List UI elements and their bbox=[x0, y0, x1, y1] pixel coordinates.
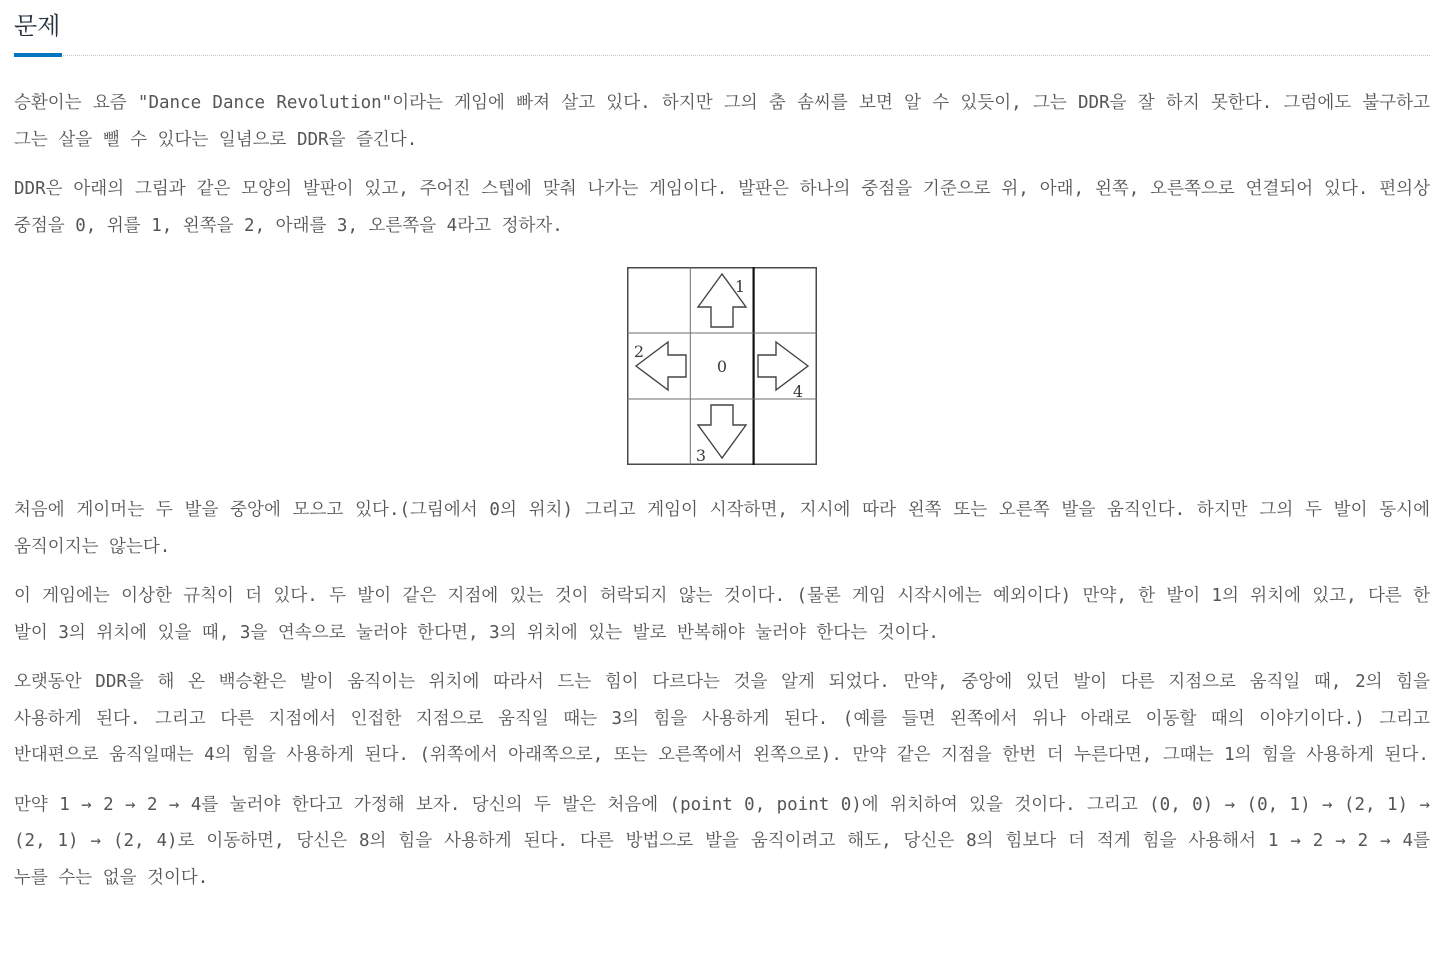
problem-paragraph-4: 이 게임에는 이상한 규칙이 더 있다. 두 발이 같은 지점에 있는 것이 허락되지 않는 것이다. (물론 게임 시작시에는 예외이다) 만약, 한 발이 1의 위치에 있고, 다른 한 발이 3의 위치에 있을 때, 3을 연속으로 눌러야 한다면, 3의 위치에 있는 발로 반복해야 눌러야 한다는 것이다. bbox=[14, 586, 1430, 643]
problem-paragraph-6: 만약 1 → 2 → 2 → 4를 눌러야 한다고 가정해 보자. 당신의 두 발은 처음에 (point 0, point 0)에 위치하여 있을 것이다. 그리고 (0, 0) → (0, 1) → (2, 1) → (2, 1) → (2, 4)로 이동하면, 당신은 8의 힘을 사용하게 된다. 다른 방법으로 발을 움직이려고 해도, 당신은 8의 힘보다 더 적게 힘을 사용해서 1 → 2 → 2 → 4를 누를 수는 없을 것이다. bbox=[14, 794, 1430, 888]
pad-label-up: 1 bbox=[734, 277, 746, 296]
pad-label-center: 0 bbox=[716, 357, 728, 376]
pad-label-left: 2 bbox=[633, 342, 645, 361]
problem-paragraph-1: 승환이는 요즘 "Dance Dance Revolution"이라는 게임에 빠져 살고 있다. 하지만 그의 춤 솜씨를 보면 알 수 있듯이, 그는 DDR을 잘 하지 못한다. 그럼에도 불구하고 그는 살을 뺄 수 있다는 일념으로 DDR을 즐긴다. bbox=[14, 93, 1430, 150]
problem-paragraph-2: DDR은 아래의 그림과 같은 모양의 발판이 있고, 주어진 스텝에 맞춰 나가는 게임이다. 발판은 하나의 중점을 기준으로 위, 아래, 왼쪽, 오른쪽으로 연결되어 있다. 편의상 중점을 0, 위를 1, 왼쪽을 2, 아래를 3, 오른쪽을 4라고 정하자. bbox=[14, 179, 1430, 236]
pad-label-down: 3 bbox=[695, 446, 707, 465]
problem-paragraph-3: 처음에 게이머는 두 발을 중앙에 모으고 있다.(그림에서 0의 위치) 그리고 게임이 시작하면, 지시에 따라 왼쪽 또는 오른쪽 발을 움직인다. 하지만 그의 두 발이 동시에 움직이지는 않는다. bbox=[14, 500, 1430, 557]
pad-label-right: 4 bbox=[792, 382, 804, 401]
ddr-pad-diagram bbox=[627, 267, 817, 465]
ddr-pad-figure bbox=[14, 267, 1430, 465]
problem-text bbox=[14, 85, 1430, 896]
section-title: 문제 bbox=[14, 13, 61, 40]
section-divider bbox=[14, 55, 1430, 56]
problem-paragraph-5: 오랫동안 DDR을 해 온 백승환은 발이 움직이는 위치에 따라서 드는 힘이 다르다는 것을 알게 되었다. 만약, 중앙에 있던 발이 다른 지점으로 움직일 때, 2의 힘을 사용하게 된다. 그리고 다른 지점에서 인접한 지점으로 움직일 때는 3의 힘을 사용하게 된다. (예를 들면 왼쪽에서 위나 아래로 이동할 때의 이야기이다.) 그리고 반대편으로 움직일때는 4의 힘을 사용하게 된다. (위쪽에서 아래쪽으로, 또는 오른쪽에서 왼쪽으로). 만약 같은 지점을 한번 더 누른다면, 그때는 1의 힘을 사용하게 된다. bbox=[14, 672, 1430, 765]
accent-bar bbox=[14, 53, 62, 57]
